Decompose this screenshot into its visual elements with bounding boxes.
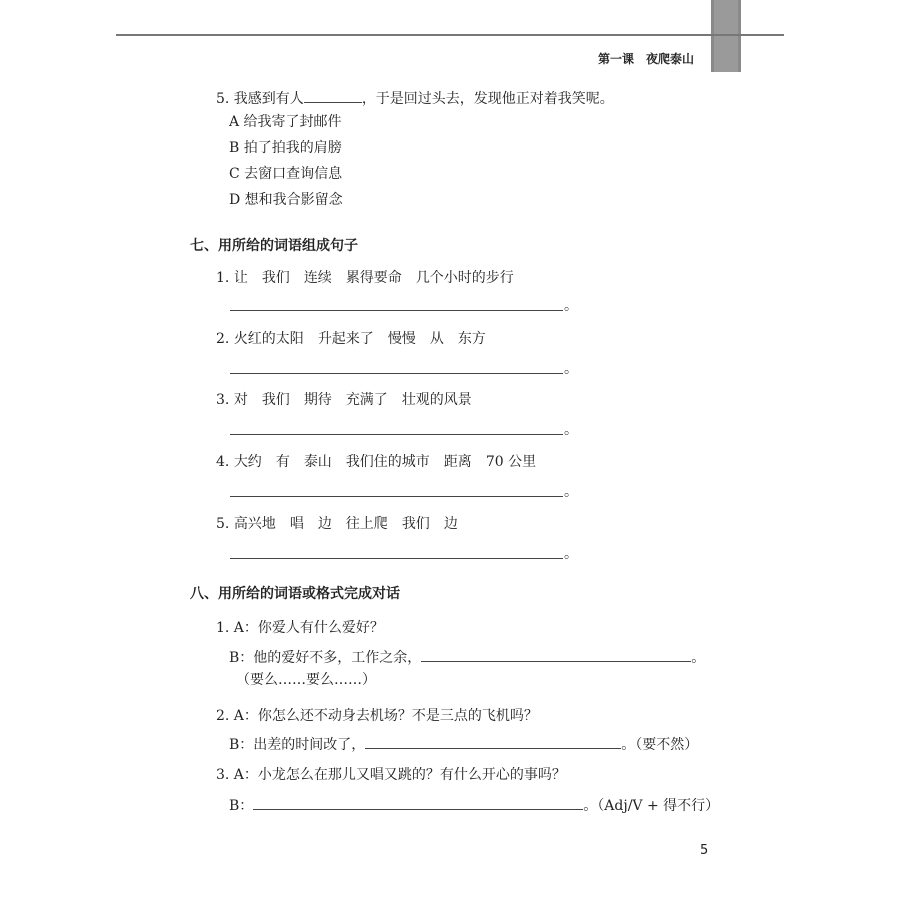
- item-number: 4.: [216, 454, 230, 470]
- lesson-title: 第一课 夜爬泰山: [597, 52, 694, 66]
- option-c[interactable]: C 去窗口查询信息: [229, 166, 343, 182]
- word: 有: [275, 454, 290, 470]
- sentence-item-4: [216, 453, 536, 471]
- word: 我们: [261, 392, 290, 408]
- word: 泰山: [303, 454, 332, 470]
- dialog-1-blank[interactable]: [421, 647, 691, 662]
- dialog-3-b: [229, 795, 719, 815]
- dialog-3-a: 3. A：小龙怎么在那儿又唱又跳的？有什么开心的事吗？: [216, 767, 566, 783]
- end-mark: 。: [564, 546, 578, 562]
- sentence-item-3: [216, 391, 472, 409]
- answer-line-3[interactable]: [230, 434, 563, 435]
- word: 唱: [289, 516, 304, 532]
- question-5-stem-after: ，于是回过头去，发现他正对着我笑呢。: [361, 91, 614, 107]
- question-5-blank[interactable]: [304, 88, 362, 103]
- word: 累得要命: [345, 270, 402, 286]
- dialog-2-a: 2. A：你怎么还不动身去机场？不是三点的飞机吗？: [216, 708, 538, 724]
- sentence-item-5: [216, 515, 458, 533]
- word: 期待: [303, 392, 332, 408]
- option-d[interactable]: D 想和我合影留念: [229, 192, 343, 208]
- item-number: 1.: [216, 270, 230, 286]
- sentence-item-2: [216, 330, 486, 348]
- chapter-tab-marker: [711, 0, 741, 72]
- item-number: 3.: [216, 392, 230, 408]
- dialog-1-b-prefix: B：他的爱好不多，工作之余，: [229, 650, 422, 666]
- word: 火红的太阳: [233, 331, 304, 347]
- word: 我们: [401, 516, 430, 532]
- word: 高兴地: [233, 516, 276, 532]
- dialog-2-b: [229, 734, 698, 754]
- word: 边: [317, 516, 332, 532]
- item-number: 2.: [216, 331, 230, 347]
- word: 几个小时的步行: [415, 270, 514, 286]
- question-5-stem-before: 5. 我感到有人: [216, 91, 304, 107]
- dialog-2-blank[interactable]: [365, 734, 621, 749]
- word: 升起来了: [317, 331, 374, 347]
- end-mark: 。: [564, 484, 578, 500]
- answer-line-1[interactable]: [230, 310, 563, 311]
- page-number: 5: [700, 843, 709, 858]
- section-8-title: 八、用所给的词语或格式完成对话: [190, 586, 400, 602]
- answer-line-5[interactable]: [230, 558, 563, 559]
- answer-line-4[interactable]: [230, 496, 563, 497]
- answer-line-2[interactable]: [230, 373, 563, 374]
- item-number: 5.: [216, 516, 230, 532]
- word: 我们住的城市: [345, 454, 430, 470]
- dialog-1-b: [229, 647, 705, 667]
- header-rule: [116, 34, 784, 36]
- word: 70 公里: [485, 454, 537, 470]
- word: 距离: [443, 454, 472, 470]
- sentence-item-1: [216, 269, 514, 287]
- dialog-3-blank[interactable]: [253, 795, 583, 810]
- option-a[interactable]: A 给我寄了封邮件: [229, 114, 342, 130]
- word: 我们: [261, 270, 290, 286]
- dialog-3-b-suffix: 。（Adj/V + 得不行）: [583, 798, 720, 814]
- word: 东方: [457, 331, 486, 347]
- word: 慢慢: [387, 331, 416, 347]
- word: 从: [429, 331, 444, 347]
- question-5-stem: [216, 88, 614, 108]
- dialog-2-b-suffix: 。（要不然）: [621, 737, 699, 753]
- word: 对: [233, 392, 248, 408]
- word: 大约: [233, 454, 262, 470]
- word: 边: [443, 516, 458, 532]
- dialog-1-a: 1. A：你爱人有什么爱好？: [216, 620, 384, 636]
- dialog-1-b-suffix: 。: [691, 650, 706, 666]
- word: 壮观的风景: [401, 392, 472, 408]
- word: 让: [233, 270, 248, 286]
- dialog-3-b-prefix: B：: [229, 798, 254, 814]
- dialog-2-b-prefix: B：出差的时间改了，: [229, 737, 366, 753]
- word: 连续: [303, 270, 332, 286]
- dialog-1-hint: （要么……要么……）: [236, 672, 376, 688]
- word: 充满了: [345, 392, 388, 408]
- end-mark: 。: [564, 298, 578, 314]
- option-b[interactable]: B 拍了拍我的肩膀: [229, 140, 342, 156]
- end-mark: 。: [564, 422, 578, 438]
- section-7-title: 七、用所给的词语组成句子: [190, 238, 358, 254]
- word: 往上爬: [345, 516, 388, 532]
- end-mark: 。: [564, 361, 578, 377]
